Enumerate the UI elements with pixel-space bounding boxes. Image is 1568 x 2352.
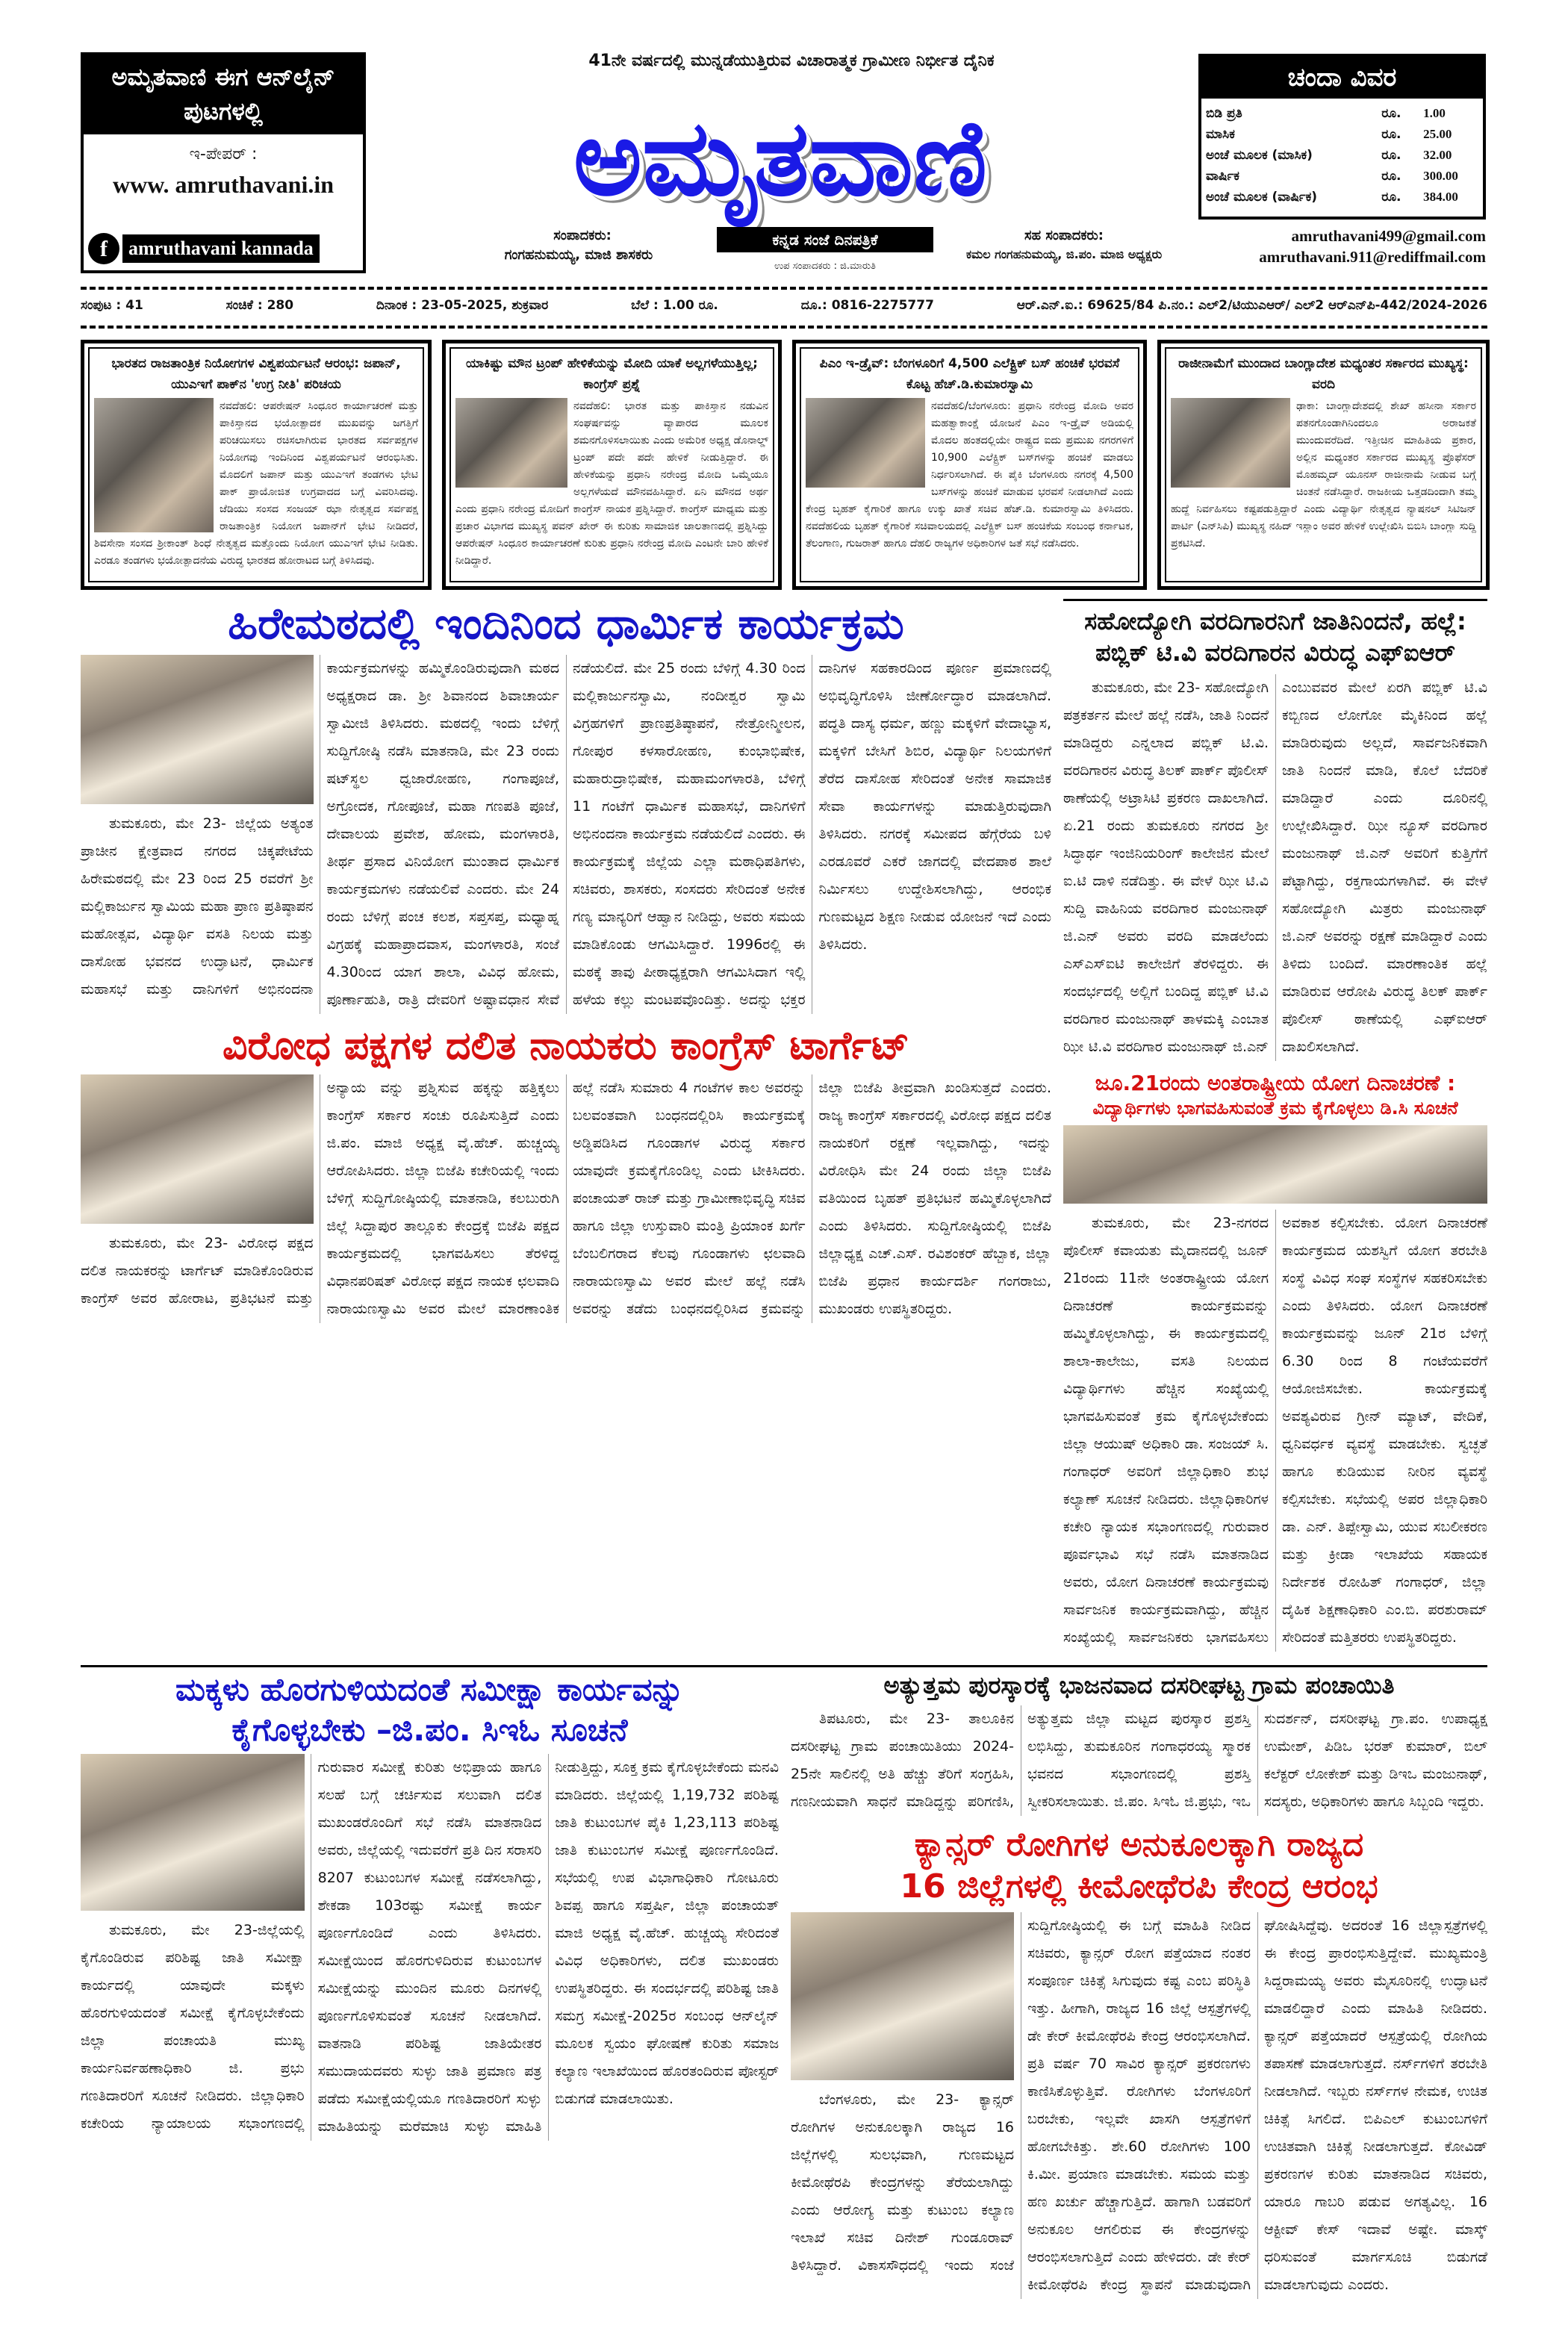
article-text: ತುಮಕೂರು, ಮೇ 23- ಜಿಲ್ಲೆಯ ಅತ್ಯಂತ ಪ್ರಾಚೀನ ಕ್ಷೇತ್ರವಾದ ನಗರದ ಚಿಕ್ಕಪೇಟೆಯ ಹಿರೇಮಠದಲ್ಲಿ ಮೇ 23 ರಿಂದ 25 ರವರೆಗೆ ಶ್ರೀ ಮಲ್ಲಿಕಾರ್ಜುನ ಸ್ವಾಮಿಯ ಮಹಾ ಪ್ರಾಣ ಪ್ರತಿಷ್ಠಾಪನ ಮಹೋತ್ಸವ, ವಿದ್ಯಾರ್ಥಿ ವಸತಿ ನಿಲಯ ಮತ್ತು ದಾಸೋಹ ಭವನದ ಉದ್ಘಾಟನೆ, ಧಾರ್ಮಿಕ ಮಹಾಸಭೆ ಮತ್ತು ದಾನಿಗಳಿಗೆ ಅಭಿನಂದನಾ ಕಾರ್ಯಕ್ರಮಗಳನ್ನು ಹಮ್ಮಿಕೊಂಡಿರುವುದಾಗಿ ಮಠದ ಅಧ್ಯಕ್ಷರಾದ ಡಾ. ಶ್ರೀ ಶಿವಾನಂದ ಶಿವಾಚಾರ್ಯ ಸ್ವಾಮೀಜಿ ತಿಳಿಸಿದರು. ಮಠದಲ್ಲಿ ಇಂದು ಬೆಳಿಗ್ಗೆ ಸುದ್ದಿಗೋಷ್ಠಿ ನಡೆಸಿ ಮಾತನಾಡಿ, ಮೇ 23 ರಂದು ಷಟ್‌ಸ್ಥಲ ಧ್ವಜಾರೋಹಣ, ಗಂಗಾಪೂಜೆ, ಅಗ್ರೋದಕ, ಗೋಪೂಜೆ, ಮಹಾ ಗಣಪತಿ ಪೂಜೆ, ದೇವಾಲಯ ಪ್ರವೇಶ, ಹೋಮ, ಮಂಗಳಾರತಿ, ತೀರ್ಥ ಪ್ರಸಾದ ವಿನಿಯೋಗ ಮುಂತಾದ ಧಾರ್ಮಿಕ ಕಾರ್ಯಕ್ರಮಗಳು ನಡೆಯಲಿವೆ ಎಂದರು. ಮೇ 24 ರಂದು ಬೆಳಿಗ್ಗೆ ಪಂಚ ಕಲಶ, ಸಪ್ತಸಪ್ತ, ಮಧ್ಯಾಹ್ನ ವಿಗ್ರಹಕ್ಕೆ ಮಹಾಪ್ರಾದವಾಸ, ಮಂಗಳಾರತಿ, ಸಂಜೆ 4.30ರಿಂದ ಯಾಗ ಶಾಲಾ, ವಿವಿಧ ಹೋಮ, ಪೂರ್ಣಾಹುತಿ, ರಾತ್ರಿ ದೇವರಿಗೆ ಅಷ್ಟಾವಧಾನ ಸೇವೆ ನಡೆಯಲಿದೆ. ಮೇ 25 ರಂದು ಬೆಳಿಗ್ಗೆ 4.30 ರಿಂದ ಮಲ್ಲಿಕಾರ್ಜುನಸ್ವಾಮಿ, ನಂದೀಶ್ವರ ಸ್ವಾಮಿ ವಿಗ್ರಹಗಳಿಗೆ ಪ್ರಾಣಪ್ರತಿಷ್ಠಾಪನೆ, ನೇತ್ರೋನ್ಮೀಲನ, ಗೋಪುರ ಕಳಸಾರೋಹಣ, ಕುಂಭಾಭಿಷೇಕ, ಮಹಾರುದ್ರಾಭಿಷೇಕ, ಮಹಾಮಂಗಳಾರತಿ, ಬೆಳಿಗ್ಗೆ 11 ಗಂಟೆಗೆ ಧಾರ್ಮಿಕ ಮಹಾಸಭೆ, ದಾನಿಗಳಿಗೆ ಅಭಿನಂದನಾ ಕಾರ್ಯಕ್ರಮ ನಡೆಯಲಿದೆ ಎಂದರು. ಈ ಕಾರ್ಯಕ್ರಮಕ್ಕೆ ಜಿಲ್ಲೆಯ ಎಲ್ಲಾ ಮಠಾಧಿಪತಿಗಳು, ಸಚಿವರು, ಶಾಸಕರು, ಸಂಸದರು ಸೇರಿದಂತೆ ಅನೇಕ ಗಣ್ಯ ಮಾನ್ಯರಿಗೆ ಆಹ್ವಾನ ನೀಡಿದ್ದು, ಅವರು ಸಮಯ ಮಾಡಿಕೊಂಡು ಆಗಮಿಸಿದ್ದಾರೆ. 1996ರಲ್ಲಿ ಈ ಮಠಕ್ಕೆ ತಾವು ಪೀಠಾಧ್ಯಕ್ಷರಾಗಿ ಆಗಮಿಸಿದಾಗ ಇಲ್ಲಿ ಹಳೆಯ ಕಲ್ಲು ಮಂಟಪವೊಂದಿತ್ತು. ಅದನ್ನು ಭಕ್ತರ ದಾನಿಗಳ ಸಹಕಾರದಿಂದ ಪೂರ್ಣ ಪ್ರಮಾಣದಲ್ಲಿ ಅಭಿವೃದ್ಧಿಗೊಳಿಸಿ ಜೀರ್ಣೋದ್ಧಾರ ಮಾಡಲಾಗಿದೆ. ಪದ್ಧತಿ ದಾಸ್ಯ ಧರ್ಮ, ಹಣ್ಣು ಮಕ್ಕಳಿಗೆ ವೇದಾಭ್ಯಾಸ, ಮಕ್ಕಳಿಗೆ ಬೇಸಿಗೆ ಶಿಬಿರ, ವಿದ್ಯಾರ್ಥಿ ನಿಲಯಗಳಿಗೆ ತೆರೆದ ದಾಸೋಹ ಸೇರಿದಂತೆ ಅನೇಕ ಸಾಮಾಜಿಕ ಸೇವಾ ಕಾರ್ಯಗಳನ್ನು ಮಾಡುತ್ತಿರುವುದಾಗಿ ತಿಳಿಸಿದರು. ನಗರಕ್ಕೆ ಸಮೀಪದ ಹೆಗ್ಗೆರೆಯ ಬಳಿ ಎರಡೂವರೆ ಎಕರೆ ಜಾಗದಲ್ಲಿ ವೇದಪಾಠ ಶಾಲೆ ನಿರ್ಮಿಸಲು ಉದ್ದೇಶಿಸಲಾಗಿದ್ದು, ಆರಂಭಿಕ ಗುಣಮಟ್ಟದ ಶಿಕ್ಷಣ ನೀಡುವ ಯೋಜನೆ ಇದೆ ಎಂದು ತಿಳಿಸಿದರು. [81,659,1051,1008]
subscription-cur: ರೂ. [1381,148,1401,163]
facebook-handle: amruthavani kannada [122,234,320,263]
article-award-body [791,1705,1487,1816]
subscription-label: ಅಂಚೆ ಮೂಲಕ (ವಾರ್ಷಿಕ) [1206,190,1318,205]
article-dalit-body [81,1074,1051,1323]
registration: ಆರ್.ಎನ್.ಐ.: 69625/84 ಪಿ.ನಂ.: ಎಲ್2/ಟಿಯುಎಆರ್/ ಎಲ್2 ಆರ್‌ಎನ್‌ಪಿ-442/2024-2026 [1016,298,1487,313]
boxed-story-photo [1171,398,1290,488]
subscription-label: ಬಿಡಿ ಪ್ರತಿ [1206,106,1242,121]
subscription-title: ಚಂದಾ ವಿವರ [1201,57,1483,99]
boxed-story-title: ರಾಜೀನಾಮೆಗೆ ಮುಂದಾದ ಬಾಂಗ್ಲಾದೇಶ ಮಧ್ಯಂತರ ಸರ್ಕಾರದ ಮುಖ್ಯಸ್ಥ: ವರದಿ [1178,356,1469,392]
issue-info-bar [81,297,1487,314]
bottom-left-column [81,1672,779,2299]
subscription-cur: ರೂ. [1381,127,1401,142]
headline-hiremath: ಹಿರೇಮಠದಲ್ಲಿ ಇಂದಿನಿಂದ ಧಾರ್ಮಿಕ ಕಾರ್ಯಕ್ರಮ [228,598,904,649]
subscription-amt: 32.00 [1423,148,1452,162]
online-promo-box [81,52,366,273]
boxed-story-body: ಢಾಕಾ: ಬಾಂಗ್ಲಾದೇಶದಲ್ಲಿ ಶೇಖ್ ಹಸೀನಾ ಸರ್ಕಾರ ಪತನಗೊಂಡಾಗಿನಿಂದಲೂ ಅರಾಜಕತೆ ಮುಂದುವರೆದಿದೆ. ಇತ್ತೀಚಿನ ಮಾಹಿತಿಯ ಪ್ರಕಾರ, ಅಲ್ಲಿನ ಮಧ್ಯಂತರ ಸರ್ಕಾರದ ಮುಖ್ಯಸ್ಥ ಪ್ರೊಫೆಸರ್ ಮೊಹಮ್ಮದ್ ಯೂನಸ್ ರಾಜೀನಾಮೆ ನೀಡುವ ಬಗ್ಗೆ ಚಿಂತನೆ ನಡೆಸಿದ್ದಾರೆ. ರಾಜಕೀಯ ಒತ್ತಡದಿಂದಾಗಿ ತಮ್ಮ ಹುದ್ದೆ ನಿರ್ವಹಿಸಲು ಕಷ್ಟಪಡುತ್ತಿದ್ದಾರೆ ಎಂದು ವಿದ್ಯಾರ್ಥಿ ನೇತೃತ್ವದ ನ್ಯಾಷನಲ್ ಸಿಟಿಜನ್ ಪಾರ್ಟಿ (ಎನ್‌ಸಿಪಿ) ಮುಖ್ಯಸ್ಥ ನಹಿದ್ ಇಸ್ಲಾಂ ಅವರ ಹೇಳಿಕೆ ಉಲ್ಲೇಖಿಸಿ ಬಿಬಿಸಿ ಬಾಂಗ್ಲಾ ಸುದ್ದಿ ಪ್ರಕಟಿಸಿದೆ. [1171,400,1476,550]
article-hiremath-body [81,655,1051,1014]
boxed-story-title: ಪಿಎಂ ಇ-ಡ್ರೈವ್: ಬೆಂಗಳೂರಿಗೆ 4,500 ಎಲೆಕ್ಟ್ರಿಕ್ ಬಸ್ ಹಂಚಿಕೆ ಭರವಸೆ ಕೊಟ್ಟ ಹೆಚ್.ಡಿ.ಕುಮಾರಸ್ವಾಮಿ [819,356,1120,392]
subscription-row [1201,124,1483,145]
headline-dalit: ವಿರೋಧ ಪಕ್ಷಗಳ ದಲಿತ ನಾಯಕರು ಕಾಂಗ್ರೆಸ್ ಟಾರ್ಗೆಟ್ [222,1023,910,1068]
article-reporter-body [1063,674,1487,1061]
volume: ಸಂಪುಟ : 41 [81,298,143,313]
subscription-row [1201,145,1483,166]
subscription-label: ಮಾಸಿಕ [1206,127,1235,142]
issue-date: ದಿನಾಂಕ : 23-05-2025, ಶುಕ್ರವಾರ [376,298,549,313]
news-body [81,340,1487,2314]
subscription-amt: 300.00 [1423,169,1458,183]
article-cancer-body [791,1912,1487,2299]
boxed-stories-row [81,340,1487,590]
article-text: ತುಮಕೂರು, ಮೇ 23-ಜಿಲ್ಲೆಯಲ್ಲಿ ಕೈಗೊಂಡಿರುವ ಪರಿಶಿಷ್ಟ ಜಾತಿ ಸಮೀಕ್ಷಾ ಕಾರ್ಯದಲ್ಲಿ ಯಾವುದೇ ಮಕ್ಕಳು ಹೊರಗುಳಿಯದಂತೆ ಸಮೀಕ್ಷೆ ಕೈಗೊಳ್ಳಬೇಕೆಂದು ಜಿಲ್ಲಾ ಪಂಚಾಯತಿ ಮುಖ್ಯ ಕಾರ್ಯನಿರ್ವಹಣಾಧಿಕಾರಿ ಜಿ. ಪ್ರಭು ಗಣತಿದಾರರಿಗೆ ಸೂಚನೆ ನೀಡಿದರು. ಜಿಲ್ಲಾಧಿಕಾರಿ ಕಚೇರಿಯ ನ್ಯಾಯಾಲಯ ಸಭಾಂಗಣದಲ್ಲಿ ಗುರುವಾರ ಸಮೀಕ್ಷೆ ಕುರಿತು ಅಭಿಪ್ರಾಯ ಹಾಗೂ ಸಲಹೆ ಬಗ್ಗೆ ಚರ್ಚಿಸುವ ಸಲುವಾಗಿ ದಲಿತ ಮುಖಂಡರೊಂದಿಗೆ ಸಭೆ ನಡೆಸಿ ಮಾತನಾಡಿದ ಅವರು, ಜಿಲ್ಲೆಯಲ್ಲಿ ಇದುವರೆಗೆ ಪ್ರತಿ ದಿನ ಸರಾಸರಿ 8207 ಕುಟುಂಬಗಳ ಸಮೀಕ್ಷೆ ನಡೆಸಲಾಗಿದ್ದು, ಶೇಕಡಾ 103ರಷ್ಟು ಸಮೀಕ್ಷೆ ಕಾರ್ಯ ಪೂರ್ಣಗೊಂಡಿದೆ ಎಂದು ತಿಳಿಸಿದರು. ಸಮೀಕ್ಷೆಯಿಂದ ಹೊರಗುಳಿದಿರುವ ಕುಟುಂಬಗಳ ಸಮೀಕ್ಷೆಯನ್ನು ಮುಂದಿನ ಮೂರು ದಿನಗಳಲ್ಲಿ ಪೂರ್ಣಗೊಳಿಸುವಂತೆ ಸೂಚನೆ ನೀಡಲಾಗಿದೆ. ವಾತನಾಡಿ ಪರಿಶಿಷ್ಟ ಜಾತಿಯೇತರ ಸಮುದಾಯದವರು ಸುಳ್ಳು ಜಾತಿ ಪ್ರಮಾಣ ಪತ್ರ ಪಡೆದು ಸಮೀಕ್ಷೆಯಲ್ಲಿಯೂ ಗಣತಿದಾರರಿಗೆ ಸುಳ್ಳು ಮಾಹಿತಿಯನ್ನು ಮರೆಮಾಚಿ ಸುಳ್ಳು ಮಾಹಿತಿ ನೀಡುತ್ತಿದ್ದು, ಸೂಕ್ತ ಕ್ರಮ ಕೈಗೊಳ್ಳಬೇಕೆಂದು ಮನವಿ ಮಾಡಿದರು. ಜಿಲ್ಲೆಯಲ್ಲಿ 1,19,732 ಪರಿಶಿಷ್ಟ ಜಾತಿ ಕುಟುಂಬಗಳ ಪೈಕಿ 1,23,113 ಪರಿಶಿಷ್ಟ ಜಾತಿ ಕುಟುಂಬಗಳ ಸಮೀಕ್ಷೆ ಪೂರ್ಣಗೊಂಡಿದೆ. ಸಭೆಯಲ್ಲಿ ಉಪ ವಿಭಾಗಾಧಿಕಾರಿ ಗೋಟೂರು ಶಿವಪ್ಪ ಹಾಗೂ ಸಪ್ತರ್ಷಿ, ಜಿಲ್ಲಾ ಪಂಚಾಯತ್ ಮಾಜಿ ಅಧ್ಯಕ್ಷ ವೈ.ಹೆಚ್. ಹುಚ್ಚಯ್ಯ ಸೇರಿದಂತೆ ವಿವಿಧ ಅಧಿಕಾರಿಗಳು, ದಲಿತ ಮುಖಂಡರು ಉಪಸ್ಥಿತರಿದ್ದರು. ಈ ಸಂದರ್ಭದಲ್ಲಿ ಪರಿಶಿಷ್ಟ ಜಾತಿ ಸಮಗ್ರ ಸಮೀಕ್ಷೆ-2025ರ ಸಂಬಂಧ ಆನ್‌ಲೈನ್ ಮೂಲಕ ಸ್ವಯಂ ಘೋಷಣೆ ಕುರಿತು ಸಮಾಜ ಕಲ್ಯಾಣ ಇಲಾಖೆಯಿಂದ ಹೊರತಂದಿರುವ ಪೋಸ್ಟರ್ ಬಿಡುಗಡೆ ಮಾಡಲಾಯಿತು. [81,1759,779,2135]
headline-yoga-1: ಜೂ.21ರಂದು ಅಂತರಾಷ್ಟ್ರೀಯ ಯೋಗ ದಿನಾಚರಣೆ : [1095,1071,1456,1095]
boxed-story [1157,340,1490,590]
subscription-row [1201,103,1483,124]
boxed-story [792,340,1147,590]
headline-cancer-1: ಕ್ಯಾನ್ಸರ್ ರೋಗಿಗಳ ಅನುಕೂಲಕ್ಕಾಗಿ ರಾಜ್ಯದ [914,1825,1364,1864]
subscription-amt: 25.00 [1423,127,1452,141]
email-gmail[interactable]: amruthavani499@gmail.com [1291,227,1486,245]
photo-swamiji [81,655,314,804]
issue-number: ಸಂಚಿಕೆ : 280 [225,298,294,313]
subscription-amt: 1.00 [1423,106,1446,120]
boxed-story-body: ನವದೆಹಲಿ/ಬೆಂಗಳೂರು: ಪ್ರಧಾನಿ ನರೇಂದ್ರ ಮೋದಿ ಅವರ ಮಹತ್ವಾಕಾಂಕ್ಷೆ ಯೋಜನೆ ಪಿಎಂ ಇ-ಡ್ರೈವ್ ಅಡಿಯಲ್ಲಿ ಮೊದಲ ಹಂತದಲ್ಲಿಯೇ ರಾಷ್ಟ್ರದ ಐದು ಪ್ರಮುಖ ನಗರಗಳಿಗೆ 10,900 ಎಲೆಕ್ಟ್ರಿಕ್ ಬಸ್‌ಗಳನ್ನು ಹಂಚಿಕೆ ಮಾಡಲು ನಿರ್ಧರಿಸಲಾಗಿದೆ. ಈ ಪೈಕಿ ಬೆಂಗಳೂರು ನಗರಕ್ಕೆ 4,500 ಬಸ್‌ಗಳನ್ನು ಹಂಚಿಕೆ ಮಾಡುವ ಭರವಸೆ ನೀಡಲಾಗಿದೆ ಎಂದು ಕೇಂದ್ರ ಬೃಹತ್ ಕೈಗಾರಿಕೆ ಹಾಗೂ ಉಕ್ಕು ಖಾತೆ ಸಚಿವ ಹೆಚ್.ಡಿ. ಕುಮಾರಸ್ವಾಮಿ ತಿಳಿಸಿದರು. ನವದೆಹಲಿಯ ಬೃಹತ್ ಕೈಗಾರಿಕೆ ಸಚಿವಾಲಯದಲ್ಲಿ ಎಲೆಕ್ಟ್ರಿಕ್ ಬಸ್ ಹಂಚಿಕೆಯ ಸಂಬಂಧ ಕರ್ನಾಟಕ, ತೆಲಂಗಾಣ, ಗುಜರಾತ್ ಹಾಗೂ ದೆಹಲಿ ರಾಜ್ಯಗಳ ಅಧಿಕಾರಿಗಳ ಜತೆ ಸಭೆ ನಡೆಸಿದರು. [806,400,1133,550]
headline-reporter: ಸಹೋದ್ಯೋಗಿ ವರದಿಗಾರನಿಗೆ ಜಾತಿನಿಂದನೆ, ಹಲ್ಲೆ: ಪಬ್ಲಿಕ್ ಟಿ.ವಿ ವರದಿಗಾರನ ವಿರುದ್ಧ ಎಫ್‌ಐಆರ್ [1084,607,1466,667]
right-column [1063,599,1487,1662]
co-editor-name: ಕಮಲ ಗಂಗಹನುಮಯ್ಯ, ಜಿ.ಪಂ. ಮಾಜಿ ಅಧ್ಯಕ್ಷರು [965,247,1163,261]
phone: ದೂ.: 0816-2275777 [800,298,934,313]
boxed-story-title: ಭಾರತದ ರಾಜತಾಂತ್ರಿಕ ನಿಯೋಗಗಳ ವಿಶ್ವಪರ್ಯಟನೆ ಆರಂಭ: ಜಪಾನ್, ಯುಎಇಗೆ ಪಾಕ್‌ನ 'ಉಗ್ರ ನೀತಿ' ಪರಿಚಯ [111,356,401,392]
editor-label: ಸಂಪಾದಕರು: [553,228,612,243]
boxed-story [81,340,432,590]
subscription-table [1201,103,1483,208]
subscription-row [1201,166,1483,187]
online-promo-title: ಅಮೃತವಾಣಿ ಈಗ ಆನ್‌ಲೈನ್ ಪುಟಗಳಲ್ಲಿ [84,55,363,134]
article-text: ಬೆಂಗಳೂರು, ಮೇ 23- ಕ್ಯಾನ್ಸರ್ ರೋಗಿಗಳ ಅನುಕೂಲಕ್ಕಾಗಿ ರಾಜ್ಯದ 16 ಜಿಲ್ಲೆಗಳಲ್ಲಿ ಸುಲಭವಾಗಿ, ಗುಣಮಟ್ಟದ ಕೀಮೋಥೆರಪಿ ಕೇಂದ್ರಗಳನ್ನು ತೆರೆಯಲಾಗಿದ್ದು ಎಂದು ಆರೋಗ್ಯ ಮತ್ತು ಕುಟುಂಬ ಕಲ್ಯಾಣ ಇಲಾಖೆ ಸಚಿವ ದಿನೇಶ್ ಗುಂಡೂರಾವ್ ತಿಳಿಸಿದ್ದಾರೆ. ವಿಕಾಸಸೌಧದಲ್ಲಿ ಇಂದು ಸಂಜೆ ಸುದ್ದಿಗೋಷ್ಠಿಯಲ್ಲಿ ಈ ಬಗ್ಗೆ ಮಾಹಿತಿ ನೀಡಿದ ಸಚಿವರು, ಕ್ಯಾನ್ಸರ್ ರೋಗ ಪತ್ತೆಯಾದ ನಂತರ ಸಂಪೂರ್ಣ ಚಿಕಿತ್ಸೆ ಸಿಗುವುದು ಕಷ್ಟ ಎಂಬ ಪರಿಸ್ಥಿತಿ ಇತ್ತು. ಹೀಗಾಗಿ, ರಾಜ್ಯದ 16 ಜಿಲ್ಲೆ ಆಸ್ಪತ್ರೆಗಳಲ್ಲಿ ಡೇ ಕೇರ್ ಕೀಮೋಥೆರಪಿ ಕೇಂದ್ರ ಆರಂಭಿಸಲಾಗಿದೆ. ಪ್ರತಿ ವರ್ಷ 70 ಸಾವಿರ ಕ್ಯಾನ್ಸರ್ ಪ್ರಕರಣಗಳು ಕಾಣಿಸಿಕೊಳ್ಳುತ್ತಿವೆ. ರೋಗಿಗಳು ಬೆಂಗಳೂರಿಗೆ ಬರಬೇಕು, ಇಲ್ಲವೇ ಖಾಸಗಿ ಆಸ್ಪತ್ರೆಗಳಿಗೆ ಹೋಗಬೇಕಿತ್ತು. ಶೇ.60 ರೋಗಿಗಳು 100 ಕಿ.ಮೀ. ಪ್ರಯಾಣ ಮಾಡಬೇಕು. ಸಮಯ ಮತ್ತು ಹಣ ಖರ್ಚು ಹೆಚ್ಚಾಗುತ್ತಿದೆ. ಹಾಗಾಗಿ ಬಡವರಿಗೆ ಅನುಕೂಲ ಆಗಲಿರುವ ಈ ಕೇಂದ್ರಗಳನ್ನು ಆರಂಭಿಸಲಾಗುತ್ತಿದೆ ಎಂದು ಹೇಳಿದರು. ಡೇ ಕೇರ್ ಕೀಮೋಥೆರಪಿ ಕೇಂದ್ರ ಸ್ಥಾಪನೆ ಮಾಡುವುದಾಗಿ ಘೋಷಿಸಿದ್ದೆವು. ಅದರಂತೆ 16 ಜಿಲ್ಲಾಸ್ಪತ್ರೆಗಳಲ್ಲಿ ಈ ಕೇಂದ್ರ ಪ್ರಾರಂಭಿಸುತ್ತಿದ್ದೇವೆ. ಮುಖ್ಯಮಂತ್ರಿ ಸಿದ್ದರಾಮಯ್ಯ ಅವರು ಮೈಸೂರಿನಲ್ಲಿ ಉದ್ಘಾಟನೆ ಮಾಡಲಿದ್ದಾರೆ ಎಂದು ಮಾಹಿತಿ ನೀಡಿದರು. ಕ್ಯಾನ್ಸರ್ ಪತ್ತೆಯಾದರೆ ಆಸ್ಪತ್ರೆಯಲ್ಲಿ ರೋಗಿಯ ತಪಾಸಣೆ ಮಾಡಲಾಗುತ್ತದೆ. ನರ್ಸ್‌ಗಳಿಗೆ ತರಬೇತಿ ನೀಡಲಾಗಿದೆ. ಇಬ್ಬರು ನರ್ಸ್‌ಗಳ ನೇಮಕ, ಉಚಿತ ಚಿಕಿತ್ಸೆ ಸಿಗಲಿದೆ. ಬಿಪಿಎಲ್ ಕುಟುಂಬಗಳಿಗೆ ಉಚಿತವಾಗಿ ಚಿಕಿತ್ಸೆ ನೀಡಲಾಗುತ್ತದೆ. ಕೋವಿಡ್ ಪ್ರಕರಣಗಳ ಕುರಿತು ಮಾತನಾಡಿದ ಸಚಿವರು, ಯಾರೂ ಗಾಬರಿ ಪಡುವ ಅಗತ್ಯವಿಲ್ಲ. 16 ಆಕ್ಟೀವ್ ಕೇಸ್ ಇದಾವೆ ಅಷ್ಟೇ. ಮಾಸ್ಕ್ ಧರಿಸುವಂತೆ ಮಾರ್ಗಸೂಚಿ ಬಿಡುಗಡೆ ಮಾಡಲಾಗುವುದು ಎಂದರು. [791,1917,1487,2293]
bottom-right-column [791,1672,1487,2299]
subscription-cur: ರೂ. [1381,190,1401,205]
article-text: ತಿಪಟೂರು, ಮೇ 23- ತಾಲೂಕಿನ ದಸರೀಘಟ್ಟ ಗ್ರಾಮ ಪಂಚಾಯಿತಿಯು 2024-25ನೇ ಸಾಲಿನಲ್ಲಿ ಅತಿ ಹೆಚ್ಚು ತೆರಿಗೆ ಸಂಗ್ರಹಿಸಿ, ಗಣನೀಯವಾಗಿ ಸಾಧನೆ ಮಾಡಿದ್ದನ್ನು ಪರಿಗಣಿಸಿ, ಅತ್ಯುತ್ತಮ ಜಿಲ್ಲಾ ಮಟ್ಟದ ಪುರಸ್ಕಾರ ಪ್ರಶಸ್ತಿ ಲಭಿಸಿದ್ದು, ತುಮಕೂರಿನ ಗಂಗಾಧರಯ್ಯ ಸ್ಮಾರಕ ಭವನದ ಸಭಾಂಗಣದಲ್ಲಿ ಪ್ರಶಸ್ತಿ ಸ್ವೀಕರಿಸಲಾಯಿತು. ಜಿ.ಪಂ. ಸಿಇಓ ಜಿ.ಪ್ರಭು, ಇಒ ಸುದರ್ಶನ್, ದಸರೀಘಟ್ಟ ಗ್ರಾ.ಪಂ. ಉಪಾಧ್ಯಕ್ಷ ಉಮೇಶ್, ಪಿಡಿಒ ಭರತ್ ಕುಮಾರ್, ಬಿಲ್ ಕಲೆಕ್ಟರ್ ಲೋಕೇಶ್ ಮತ್ತು ಡಿಇಒ ಮಂಜುನಾಥ್, ಸದಸ್ಯರು, ಅಧಿಕಾರಿಗಳು ಹಾಗೂ ಸಿಬ್ಬಂದಿ ಇದ್ದರು. [791,1710,1487,1810]
photo-press-meet [81,1074,314,1224]
headline-award: ಅತ್ಯುತ್ತಮ ಪುರಸ್ಕಾರಕ್ಕೆ ಭಾಜನವಾದ ದಸರೀಘಟ್ಟ ಗ್ರಾಮ ಪಂಚಾಯಿತಿ [883,1670,1395,1699]
boxed-story-photo [455,398,567,488]
headline-survey-1: ಮಕ್ಕಳು ಹೊರಗುಳಿಯದಂತೆ ಸಮೀಕ್ಷಾ ಕಾರ್ಯವನ್ನು [175,1670,684,1708]
left-column [81,599,1051,1662]
divider [81,287,1487,290]
co-editor-label: ಸಹ ಸಂಪಾದಕರು: [1024,228,1104,243]
sub-editor: ಉಪ ಸಂಪಾದಕರು : ಜಿ.ಮಾರುತಿ [774,261,876,272]
facebook-icon: f [88,233,119,264]
boxed-story-body: ನವದೆಹಲಿ: ಆಪರೇಷನ್ ಸಿಂಧೂರ ಕಾರ್ಯಾಚರಣೆ ಮತ್ತು ಪಾಕಿಸ್ತಾನದ ಭಯೋತ್ಪಾದಕ ಮುಖವನ್ನು ಜಗತ್ತಿಗೆ ಪರಿಚಯಿಸಲು ರಚಿಸಲಾಗಿರುವ ಭಾರತದ ಸರ್ವಪಕ್ಷಗಳ ನಿಯೋಗವು ಇಂದಿನಿಂದ ವಿಶ್ವಪರ್ಯಟನೆ ಆರಂಭಿಸಿತು. ಮೊದಲಿಗೆ ಜಪಾನ್ ಮತ್ತು ಯುಎಇಗೆ ತಂಡಗಳು ಭೇಟಿ ಪಾಕ್ ಪ್ರಾಯೋಜಿತ ಉಗ್ರವಾದದ ಬಗ್ಗೆ ವಿವರಿಸಿದವು. ಜೆಡಿಯು ಸಂಸದ ಸಂಜಯ್ ಝಾ ನೇತೃತ್ವದ ಸರ್ವಪಕ್ಷ ರಾಜತಾಂತ್ರಿಕ ನಿಯೋಗ ಜಪಾನ್‌ಗೆ ಭೇಟಿ ನೀಡಿದರೆ, ಶಿವಸೇನಾ ಸಂಸದ ಶ್ರೀಕಾಂತ್ ಶಿಂಧೆ ನೇತೃತ್ವದ ಮತ್ತೊಂದು ನಿಯೋಗ ಯುಎಇಗೆ ಭೇಟಿ ನೀಡಿತು. ಎರಡೂ ತಂಡಗಳು ಭಯೋತ್ಪಾದನೆಯ ವಿರುದ್ಧ ಭಾರತದ ಹೋರಾಟದ ಬಗ್ಗೆ ತಿಳಿಸಿದವು. [94,400,418,567]
article-text: ತುಮಕೂರು, ಮೇ 23- ವಿರೋಧ ಪಕ್ಷದ ದಲಿತ ನಾಯಕರನ್ನು ಟಾರ್ಗೆಟ್ ಮಾಡಿಕೊಂಡಿರುವ ಕಾಂಗ್ರೆಸ್ ಅವರ ಹೋರಾಟ, ಪ್ರತಿಭಟನೆ ಮತ್ತು ಅನ್ಯಾಯ ವನ್ನು ಪ್ರಶ್ನಿಸುವ ಹಕ್ಕನ್ನು ಹತ್ತಿಕ್ಕಲು ಕಾಂಗ್ರೆಸ್ ಸರ್ಕಾರ ಸಂಚು ರೂಪಿಸುತ್ತಿದೆ ಎಂದು ಜಿ.ಪಂ. ಮಾಜಿ ಅಧ್ಯಕ್ಷ ವೈ.ಹೆಚ್. ಹುಚ್ಚಯ್ಯ ಆರೋಪಿಸಿದರು. ಜಿಲ್ಲಾ ಬಿಜೆಪಿ ಕಚೇರಿಯಲ್ಲಿ ಇಂದು ಬೆಳಿಗ್ಗೆ ಸುದ್ದಿಗೋಷ್ಠಿಯಲ್ಲಿ ಮಾತನಾಡಿ, ಕಲಬುರುಗಿ ಜಿಲ್ಲೆ ಸಿದ್ದಾಪುರ ತಾಲ್ಲೂಕು ಕೇಂದ್ರಕ್ಕೆ ಬಿಜೆಪಿ ಪಕ್ಷದ ಕಾರ್ಯಕ್ರಮದಲ್ಲಿ ಭಾಗವಹಿಸಲು ತೆರಳಿದ್ದ ವಿಧಾನಪರಿಷತ್ ವಿರೋಧ ಪಕ್ಷದ ನಾಯಕ ಛಲವಾದಿ ನಾರಾಯಣಸ್ವಾಮಿ ಅವರ ಮೇಲೆ ಮಾರಣಾಂತಿಕ ಹಲ್ಲೆ ನಡೆಸಿ ಸುಮಾರು 4 ಗಂಟೆಗಳ ಕಾಲ ಅವರನ್ನು ಬಲವಂತವಾಗಿ ಬಂಧನದಲ್ಲಿರಿಸಿ ಕಾರ್ಯಕ್ರಮಕ್ಕೆ ಅಡ್ಡಿಪಡಿಸಿದ ಗೂಂಡಾಗಳ ವಿರುದ್ಧ ಸರ್ಕಾರ ಯಾವುದೇ ಕ್ರಮಕೈಗೊಂಡಿಲ್ಲ ಎಂದು ಟೀಕಿಸಿದರು. ಪಂಚಾಯತ್ ರಾಜ್ ಮತ್ತು ಗ್ರಾಮೀಣಾಭಿವೃದ್ಧಿ ಸಚಿವ ಹಾಗೂ ಜಿಲ್ಲಾ ಉಸ್ತುವಾರಿ ಮಂತ್ರಿ ಪ್ರಿಯಾಂಕ ಖರ್ಗೆ ಬೆಂಬಲಿಗರಾದ ಕೆಲವು ಗೂಂಡಾಗಳು ಛಲವಾದಿ ನಾರಾಯಣಸ್ವಾಮಿ ಅವರ ಮೇಲೆ ಹಲ್ಲೆ ನಡೆಸಿ ಅವರನ್ನು ತಡೆದು ಬಂಧನದಲ್ಲಿರಿಸಿದ ಕ್ರಮವನ್ನು ಜಿಲ್ಲಾ ಬಿಜೆಪಿ ತೀವ್ರವಾಗಿ ಖಂಡಿಸುತ್ತದೆ ಎಂದರು. ರಾಜ್ಯ ಕಾಂಗ್ರೆಸ್ ಸರ್ಕಾರದಲ್ಲಿ ವಿರೋಧ ಪಕ್ಷದ ದಲಿತ ನಾಯಕರಿಗೆ ರಕ್ಷಣೆ ಇಲ್ಲವಾಗಿದ್ದು, ಇದನ್ನು ವಿರೋಧಿಸಿ ಮೇ 24 ರಂದು ಜಿಲ್ಲಾ ಬಿಜೆಪಿ ವತಿಯಿಂದ ಬೃಹತ್ ಪ್ರತಿಭಟನೆ ಹಮ್ಮಿಕೊಳ್ಳಲಾಗಿದೆ ಎಂದು ತಿಳಿಸಿದರು. ಸುದ್ದಿಗೋಷ್ಠಿಯಲ್ಲಿ ಬಿಜೆಪಿ ಜಿಲ್ಲಾಧ್ಯಕ್ಷ ಎಚ್.ಎಸ್. ರವಿಶಂಕರ್ ಹೆಬ್ಬಾಕ, ಜಿಲ್ಲಾ ಬಿಜೆಪಿ ಪ್ರಧಾನ ಕಾರ್ಯದರ್ಶಿ ಗಂಗರಾಜು, ಮುಖಂಡರು ಉಪಸ್ಥಿತರಿದ್ದರು. [81,1080,1051,1318]
subscription-box [1198,54,1486,220]
headline-survey-2: ಕೈಗೊಳ್ಳಬೇಕು –ಜಿ.ಪಂ. ಸಿಇಓ ಸೂಚನೆ [231,1711,628,1749]
subscription-cur: ರೂ. [1381,169,1401,184]
photo-minister [791,1912,1014,2080]
facebook-link[interactable] [88,225,363,264]
subscription-row [1201,187,1483,208]
email-rediff[interactable]: amruthavani.911@rediffmail.com [1259,248,1486,266]
masthead-logo: ಅಮೃತವಾಣಿ [573,98,988,220]
subscription-label: ಅಂಚೆ ಮೂಲಕ (ಮಾಸಿಕ) [1206,148,1313,163]
website-link[interactable]: www. amruthavani.in [112,171,335,198]
boxed-story-body: ನವದೆಹಲಿ: ಭಾರತ ಮತ್ತು ಪಾಕಿಸ್ತಾನ ನಡುವಿನ ಸಂಘರ್ಷವನ್ನು ವ್ಯಾಪಾರದ ಮೂಲಕ ಶಮನಗೊಳಿಸಲಾಯಿತು ಎಂದು ಅಮೆರಿಕ ಅಧ್ಯಕ್ಷ ಡೊನಾಲ್ಡ್ ಟ್ರಂಪ್ ಪದೇ ಪದೇ ಹೇಳಿಕೆ ನೀಡುತ್ತಿದ್ದಾರೆ. ಈ ಹೇಳಿಕೆಯನ್ನು ಪ್ರಧಾನಿ ನರೇಂದ್ರ ಮೋದಿ ಒಮ್ಮೆಯೂ ಅಲ್ಲಗಳೆಯದೆ ಮೌನವಹಿಸಿದ್ದಾರೆ. ಏನಿ ಮೌನದ ಅರ್ಥ ಎಂದು ಪ್ರಧಾನಿ ನರೇಂದ್ರ ಮೋದಿಗೆ ಕಾಂಗ್ರೆಸ್ ನಾಯಕ ಪ್ರಶ್ನಿಸಿದ್ದಾರೆ. ಕಾಂಗ್ರೆಸ್ ಮಾಧ್ಯಮ ಮತ್ತು ಪ್ರಚಾರ ವಿಭಾಗದ ಮುಖ್ಯಸ್ಥ ಪವನ್ ಖೇರ್ ಈ ಕುರಿತು ಸಾಮಾಜಿಕ ಜಾಲತಾಣದಲ್ಲಿ ಪ್ರಶ್ನಿಸಿದ್ದು ಆಪರೇಷನ್ ಸಿಂಧೂರ ಕಾರ್ಯಾಚರಣೆ ಕುರಿತು ಪ್ರಧಾನಿ ನರೇಂದ್ರ ಮೋದಿ ಎಂಟನೇ ಬಾರಿ ಹೇಳಿಕೆ ನೀಡಿದ್ದಾರೆ. [455,400,768,567]
subscription-label: ವಾರ್ಷಿಕ [1206,169,1239,184]
article-text: ತುಮಕೂರು, ಮೇ 23-ನಗರದ ಪೊಲೀಸ್ ಕವಾಯತು ಮೈದಾನದಲ್ಲಿ ಜೂನ್ 21ರಂದು 11ನೇ ಅಂತರಾಷ್ಟ್ರೀಯ ಯೋಗ ದಿನಾಚರಣೆ ಕಾರ್ಯಕ್ರಮವನ್ನು ಹಮ್ಮಿಕೊಳ್ಳಲಾಗಿದ್ದು, ಈ ಕಾರ್ಯಕ್ರಮದಲ್ಲಿ ಶಾಲಾ-ಕಾಲೇಜು, ವಸತಿ ನಿಲಯದ ವಿದ್ಯಾರ್ಥಿಗಳು ಹೆಚ್ಚಿನ ಸಂಖ್ಯೆಯಲ್ಲಿ ಭಾಗವಹಿಸುವಂತೆ ಕ್ರಮ ಕೈಗೊಳ್ಳಬೇಕೆಂದು ಜಿಲ್ಲಾ ಆಯುಷ್ ಅಧಿಕಾರಿ ಡಾ. ಸಂಜಯ್ ಸಿ. ಗಂಗಾಧರ್ ಅವರಿಗೆ ಜಿಲ್ಲಾಧಿಕಾರಿ ಶುಭ ಕಲ್ಯಾಣ್ ಸೂಚನೆ ನೀಡಿದರು. ಜಿಲ್ಲಾಧಿಕಾರಿಗಳ ಕಚೇರಿ ನ್ಯಾಯಕ ಸಭಾಂಗಣದಲ್ಲಿ ಗುರುವಾರ ಪೂರ್ವಭಾವಿ ಸಭೆ ನಡೆಸಿ ಮಾತನಾಡಿದ ಅವರು, ಯೋಗ ದಿನಾಚರಣೆ ಕಾರ್ಯಕ್ರಮವು ಸಾರ್ವಜನಿಕ ಕಾರ್ಯಕ್ರಮವಾಗಿದ್ದು, ಹೆಚ್ಚಿನ ಸಂಖ್ಯೆಯಲ್ಲಿ ಸಾರ್ವಜನಿಕರು ಭಾಗವಹಿಸಲು ಅವಕಾಶ ಕಲ್ಪಿಸಬೇಕು. ಯೋಗ ದಿನಾಚರಣೆ ಕಾರ್ಯಕ್ರಮದ ಯಶಸ್ವಿಗೆ ಯೋಗ ತರಬೇತಿ ಸಂಸ್ಥೆ ವಿವಿಧ ಸಂಘ ಸಂಸ್ಥೆಗಳ ಸಹಕರಿಸಬೇಕು ಎಂದು ತಿಳಿಸಿದರು. ಯೋಗ ದಿನಾಚರಣೆ ಕಾರ್ಯಕ್ರಮವನ್ನು ಜೂನ್ 21ರ ಬೆಳಿಗ್ಗೆ 6.30 ರಿಂದ 8 ಗಂಟೆಯವರೆಗೆ ಆಯೋಜಿಸಬೇಕು. ಕಾರ್ಯಕ್ರಮಕ್ಕೆ ಅವಶ್ಯವಿರುವ ಗ್ರೀನ್ ಮ್ಯಾಟ್, ವೇದಿಕೆ, ಧ್ವನಿವರ್ಧಕ ವ್ಯವಸ್ಥೆ ಮಾಡಬೇಕು. ಸ್ವಚ್ಛತೆ ಹಾಗೂ ಕುಡಿಯುವ ನೀರಿನ ವ್ಯವಸ್ಥೆ ಕಲ್ಪಿಸಬೇಕು. ಸಭೆಯಲ್ಲಿ ಅಪರ ಜಿಲ್ಲಾಧಿಕಾರಿ ಡಾ. ಎನ್. ತಿಪ್ಪೇಸ್ವಾಮಿ, ಯುವ ಸಬಲೀಕರಣ ಮತ್ತು ಕ್ರೀಡಾ ಇಲಾಖೆಯ ಸಹಾಯಕ ನಿರ್ದೇಶಕ ರೋಹಿತ್ ಗಂಗಾಧರ್, ಜಿಲ್ಲಾ ದೈಹಿಕ ಶಿಕ್ಷಣಾಧಿಕಾರಿ ಎಂ.ಬಿ. ಪರಶುರಾಮ್ ಸೇರಿದಂತೆ ಮತ್ತಿತರರು ಉಪಸ್ಥಿತರಿದ್ದರು. [1063,1214,1487,1646]
epaper-label: ಇ-ಪೇಪರ್ : [189,145,258,164]
photo-yoga-meeting [1063,1125,1487,1204]
editor-name: ಗಂಗಹನುಮಯ್ಯ, ಮಾಜಿ ಶಾಸಕರು [504,247,653,263]
headline-cancer-2: 16 ಜಿಲ್ಲೆಗಳಲ್ಲಿ ಕೀಮೋಥೆರಪಿ ಕೇಂದ್ರ ಆರಂಭ [900,1867,1378,1906]
subtitle: ಕನ್ನಡ ಸಂಜೆ ದಿನಪತ್ರಿಕೆ [717,227,933,252]
photo-survey-meeting [81,1754,305,1911]
subscription-amt: 384.00 [1423,190,1458,204]
article-text: ತುಮಕೂರು, ಮೇ 23- ಸಹೋದ್ಯೋಗಿ ಪತ್ರಕರ್ತನ ಮೇಲೆ ಹಲ್ಲೆ ನಡೆಸಿ, ಜಾತಿ ನಿಂದನೆ ಮಾಡಿದ್ದರು ಎನ್ನಲಾದ ಪಬ್ಲಿಕ್ ಟಿ.ವಿ. ವರದಿಗಾರನ ವಿರುದ್ಧ ತಿಲಕ್ ಪಾರ್ಕ್ ಪೊಲೀಸ್ ಠಾಣೆಯಲ್ಲಿ ಅಟ್ರಾಸಿಟಿ ಪ್ರಕರಣ ದಾಖಲಾಗಿದೆ. ಏ.21 ರಂದು ತುಮಕೂರು ನಗರದ ಶ್ರೀ ಸಿದ್ಧಾರ್ಥ ಇಂಜಿನಿಯರಿಂಗ್ ಕಾಲೇಜಿನ ಮೇಲೆ ಐ.ಟಿ ದಾಳಿ ನಡೆದಿತ್ತು. ಈ ವೇಳೆ ಝೀ ಟಿ.ವಿ ಸುದ್ದಿ ವಾಹಿನಿಯ ವರದಿಗಾರ ಮಂಜುನಾಥ್ ಜಿ.ಎನ್ ಅವರು ವರದಿ ಮಾಡಲೆಂದು ಎಸ್‌ಎಸ್‌ಐಟಿ ಕಾಲೇಜಿಗೆ ತೆರಳಿದ್ದರು. ಈ ಸಂದರ್ಭದಲ್ಲಿ ಅಲ್ಲಿಗೆ ಬಂದಿದ್ದ ಪಬ್ಲಿಕ್ ಟಿ.ವಿ ವರದಿಗಾರ ಮಂಜುನಾಥ್ ತಾಳಮಕ್ಕಿ ಎಂಬಾತ ಝೀ ಟಿ.ವಿ ವರದಿಗಾರ ಮಂಜುನಾಥ್ ಜಿ.ಎನ್ ಎಂಬುವವರ ಮೇಲೆ ಏರಗಿ ಪಬ್ಲಿಕ್ ಟಿ.ವಿ ಕಬ್ಬಿಣದ ಲೋಗೋ ಮೈಕಿನಿಂದ ಹಲ್ಲೆ ಮಾಡಿರುವುದು ಅಲ್ಲದೆ, ಸಾರ್ವಜನಿಕವಾಗಿ ಜಾತಿ ನಿಂದನೆ ಮಾಡಿ, ಕೊಲೆ ಬೆದರಿಕೆ ಮಾಡಿದ್ದಾರೆ ಎಂದು ದೂರಿನಲ್ಲಿ ಉಲ್ಲೇಖಿಸಿದ್ದಾರೆ. ಝೀ ನ್ಯೂಸ್ ವರದಿಗಾರ ಮಂಜುನಾಥ್ ಜಿ.ಎನ್ ಅವರಿಗೆ ಕುತ್ತಿಗೆಗೆ ಪೆಟ್ಟಾಗಿದ್ದು, ರಕ್ತಗಾಯಗಳಾಗಿವೆ. ಈ ವೇಳೆ ಸಹೋದ್ಯೋಗಿ ಮಿತ್ರರು ಮಂಜುನಾಥ್ ಜಿ.ಎನ್ ಅವರನ್ನು ರಕ್ಷಣೆ ಮಾಡಿದ್ದಾರೆ ಎಂದು ತಿಳಿದು ಬಂದಿದೆ. ಮಾರಣಾಂತಿಕ ಹಲ್ಲೆ ಮಾಡಿರುವ ಆರೋಪಿ ವಿರುದ್ಧ ತಿಲಕ್ ಪಾರ್ಕ್ ಪೊಲೀಸ್ ಠಾಣೆಯಲ್ಲಿ ಎಫ್‌ಐಆರ್ ದಾಖಲಿಸಲಾಗಿದೆ. [1063,679,1487,1055]
price: ಬೆಲೆ : 1.00 ರೂ. [631,298,718,313]
divider [81,326,1487,329]
boxed-story-photo [806,398,925,488]
boxed-story-title: ಯಾಕಿಷ್ಟು ಮೌನ ಟ್ರಂಪ್ ಹೇಳಿಕೆಯನ್ನು ಮೋದಿ ಯಾಕೆ ಅಲ್ಲಗಳೆಯುತ್ತಿಲ್ಲ; ಕಾಂಗ್ರೆಸ್ ಪ್ರಶ್ನೆ [466,356,758,392]
article-yoga-body [1063,1210,1487,1652]
boxed-story [442,340,782,590]
article-survey-body [81,1754,779,2141]
boxed-story-photo [94,398,214,532]
headline-yoga-2: ವಿದ್ಯಾರ್ಥಿಗಳು ಭಾಗವಹಿಸುವಂತೆ ಕ್ರಮ ಕೈಗೊಳ್ಳಲು ಡಿ.ಸಿ ಸೂಚನೆ [1092,1098,1458,1119]
tagline: 41ನೇ ವರ್ಷದಲ್ಲಿ ಮುನ್ನಡೆಯುತ್ತಿರುವ ವಿಚಾರಾತ್ಮಕ ಗ್ರಾಮೀಣ ನಿರ್ಭೀತ ದೈನಿಕ [588,52,995,70]
subscription-cur: ರೂ. [1381,106,1401,121]
